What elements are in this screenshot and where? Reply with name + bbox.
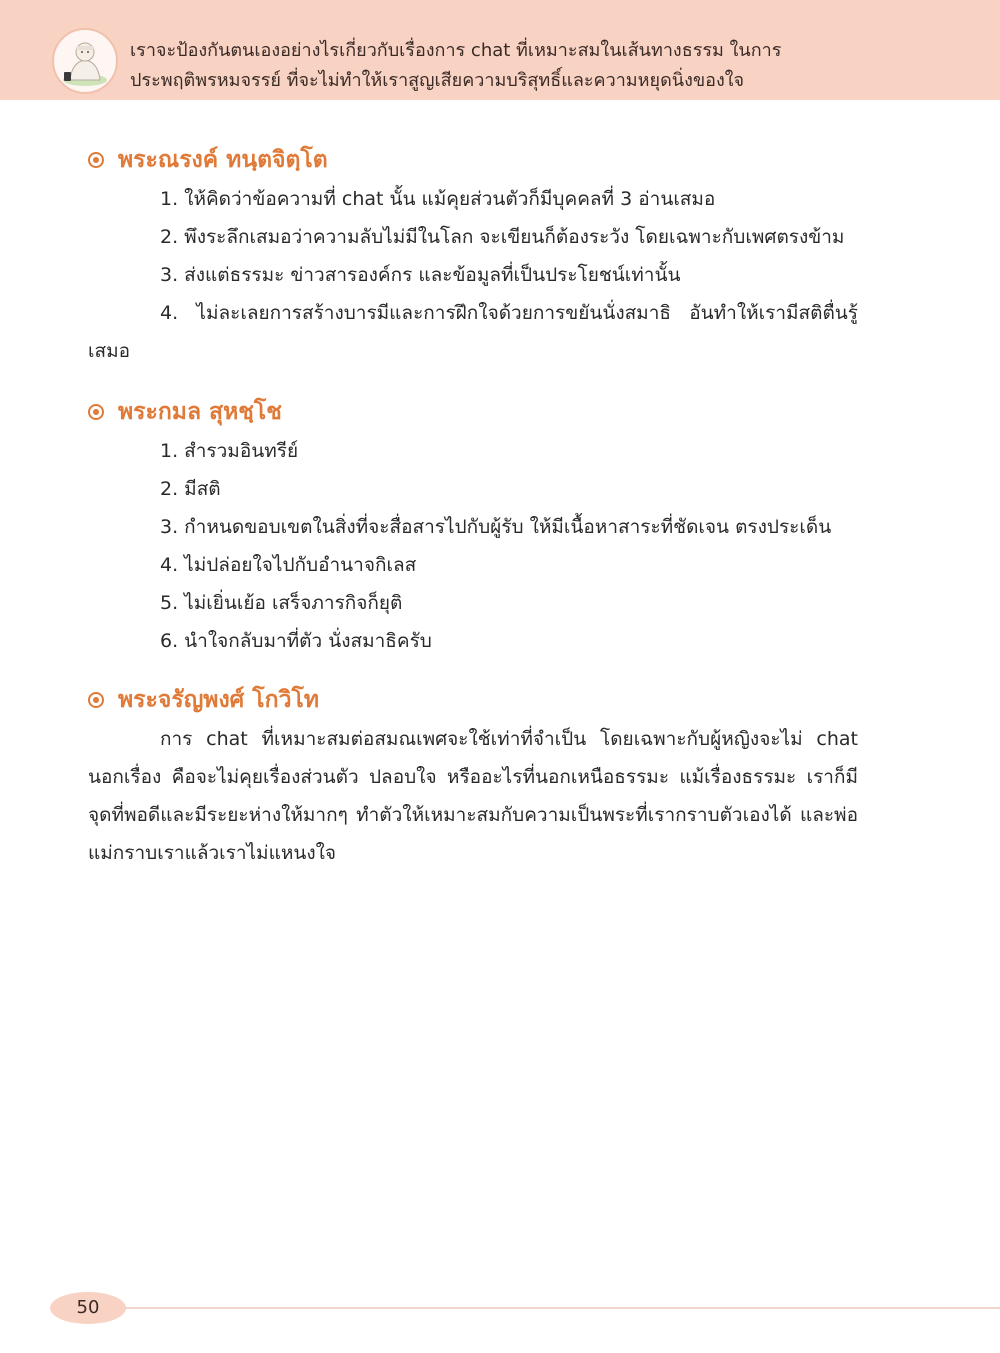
list-item: 6. นำใจกลับมาที่ตัว นั่งสมาธิครับ bbox=[160, 630, 432, 652]
section-heading bbox=[88, 680, 858, 720]
page-number: 50 bbox=[50, 1292, 126, 1324]
section-heading bbox=[88, 392, 858, 432]
list-item: 1. สำรวมอินทรีย์ bbox=[160, 440, 299, 462]
list-item: 2. พึงระลึกเสมอว่าความลับไม่มีในโลก จะเขียนก็ต้องระวัง โดยเฉพาะกับเพศตรงข้าม bbox=[160, 226, 845, 248]
header-title bbox=[130, 36, 980, 96]
header-line-1: เราจะป้องกันตนเองอย่างไรเกี่ยวกับเรื่องการ chat ที่เหมาะสมในเส้นทางธรรม ในการ bbox=[130, 40, 782, 61]
list-item: 5. ไม่เยิ่นเย้อ เสร็จภารกิจก็ยุติ bbox=[160, 592, 403, 614]
header-banner bbox=[0, 0, 1000, 100]
list-item: 2. มีสติ bbox=[160, 478, 221, 500]
list-item: 1. ให้คิดว่าข้อความที่ chat นั้น แม้คุยส่วนตัวก็มีบุคคลที่ 3 อ่านเสมอ bbox=[160, 188, 716, 210]
list-item: 4. ไม่ปล่อยใจไปกับอำนาจกิเลส bbox=[160, 554, 417, 576]
list-item: 3. ส่งแต่ธรรมะ ข่าวสารองค์กร และข้อมูลที่เป็นประโยชน์เท่านั้น bbox=[160, 264, 681, 286]
section-title: พระณรงค์ ทนฺตจิตฺโต bbox=[118, 147, 328, 173]
monk-illustration-icon bbox=[52, 28, 118, 94]
header-line-2: ประพฤติพรหมจรรย์ ที่จะไม่ทำให้เราสูญเสียความบริสุทธิ์และความหยุดนิ่งของใจ bbox=[130, 70, 745, 91]
main-content bbox=[88, 140, 858, 872]
bullet-icon bbox=[88, 152, 104, 168]
section-heading bbox=[88, 140, 858, 180]
list-item: 3. กำหนดขอบเขตในสิ่งที่จะสื่อสารไปกับผู้รับ ให้มีเนื้อหาสาระที่ชัดเจน ตรงประเด็น bbox=[160, 516, 832, 538]
bullet-icon bbox=[88, 692, 104, 708]
list-item: 4. ไม่ละเลยการสร้างบารมีและการฝึกใจด้วยการขยันนั่งสมาธิ อันทำให้เรามีสติตื่นรู้เสมอ bbox=[88, 302, 858, 362]
section-title: พระกมล สุหชฺโช bbox=[118, 399, 282, 425]
bullet-icon bbox=[88, 404, 104, 420]
body-paragraph: การ chat ที่เหมาะสมต่อสมณเพศจะใช้เท่าที่จำเป็น โดยเฉพาะกับผู้หญิงจะไม่ chat นอกเรื่อง คือจะไม่คุยเรื่องส่วนตัว ปลอบใจ หรืออะไรที่นอกเหนือธรรมะ แม้เรื่องธรรมะ เราก็มีจุดที่พอดีและมีระยะห่างให้มากๆ ทำตัวให้เหมาะสมกับความเป็นพระที่เรากราบตัวเองได้ และพ่อแม่กราบเราแล้วเราไม่แหนงใจ bbox=[88, 728, 858, 864]
footer-divider bbox=[120, 1307, 1000, 1309]
section-title: พระจรัญพงศ์ โกวิโท bbox=[118, 687, 320, 713]
